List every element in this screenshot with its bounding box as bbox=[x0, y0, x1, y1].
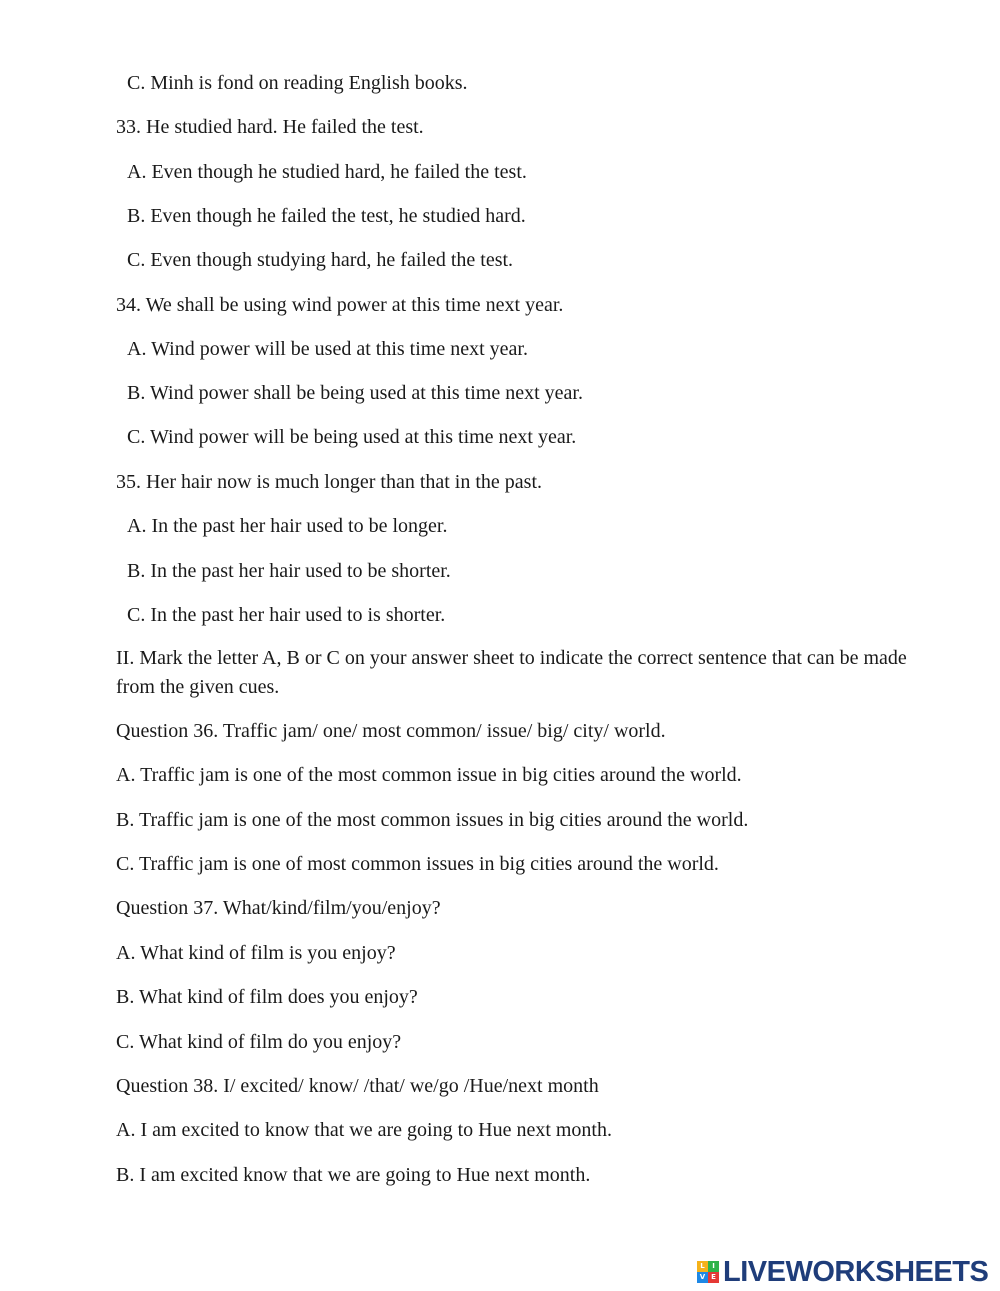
option-line: B. Wind power shall be being used at this time next year. bbox=[127, 382, 583, 404]
option-line: A. Wind power will be used at this time next year. bbox=[127, 338, 528, 360]
logo-tile-icon: L bbox=[697, 1261, 708, 1272]
question-line: 35. Her hair now is much longer than that in the past. bbox=[116, 471, 543, 493]
logo-tile-icon: V bbox=[697, 1272, 708, 1283]
option-line: C. What kind of film do you enjoy? bbox=[116, 1031, 402, 1053]
option-line: A. I am excited to know that we are going to Hue next month. bbox=[116, 1119, 612, 1141]
option-line: C. Wind power will be being used at this time next year. bbox=[127, 426, 577, 448]
question-line: Question 37. What/kind/film/you/enjoy? bbox=[116, 897, 441, 919]
liveworksheets-logo-text: LIVEWORKSHEETS bbox=[723, 1255, 989, 1288]
option-line: A. What kind of film is you enjoy? bbox=[116, 942, 396, 964]
option-line: C. Traffic jam is one of most common issues in big cities around the world. bbox=[116, 853, 719, 875]
option-line: C. In the past her hair used to is shorter. bbox=[127, 604, 446, 626]
option-line: B. In the past her hair used to be shorter. bbox=[127, 560, 451, 582]
liveworksheets-logo[interactable] bbox=[697, 1255, 988, 1289]
option-line: A. Traffic jam is one of the most common issue in big cities around the world. bbox=[116, 764, 742, 786]
option-line: B. Traffic jam is one of the most common issues in big cities around the world. bbox=[116, 809, 749, 831]
logo-tile-icon: E bbox=[708, 1272, 719, 1283]
section-instruction: II. Mark the letter A, B or C on your answer sheet to indicate the correct sentence that can be made from the given cues. bbox=[116, 647, 907, 698]
question-line: 34. We shall be using wind power at this time next year. bbox=[116, 294, 564, 316]
option-line: B. I am excited know that we are going to Hue next month. bbox=[116, 1164, 591, 1186]
option-line: A. Even though he studied hard, he failed the test. bbox=[127, 161, 527, 183]
option-line: C. Even though studying hard, he failed the test. bbox=[127, 249, 514, 271]
option-line: C. Minh is fond on reading English books. bbox=[127, 72, 468, 94]
liveworksheets-logo-icon bbox=[697, 1261, 719, 1283]
option-line: A. In the past her hair used to be longer. bbox=[127, 515, 448, 537]
option-line: B. What kind of film does you enjoy? bbox=[116, 986, 418, 1008]
logo-tile-icon: I bbox=[708, 1261, 719, 1272]
question-line: Question 36. Traffic jam/ one/ most common/ issue/ big/ city/ world. bbox=[116, 720, 666, 742]
question-line: Question 38. I/ excited/ know/ /that/ we/go /Hue/next month bbox=[116, 1075, 599, 1097]
question-line: 33. He studied hard. He failed the test. bbox=[116, 116, 424, 138]
option-line: B. Even though he failed the test, he studied hard. bbox=[127, 205, 526, 227]
